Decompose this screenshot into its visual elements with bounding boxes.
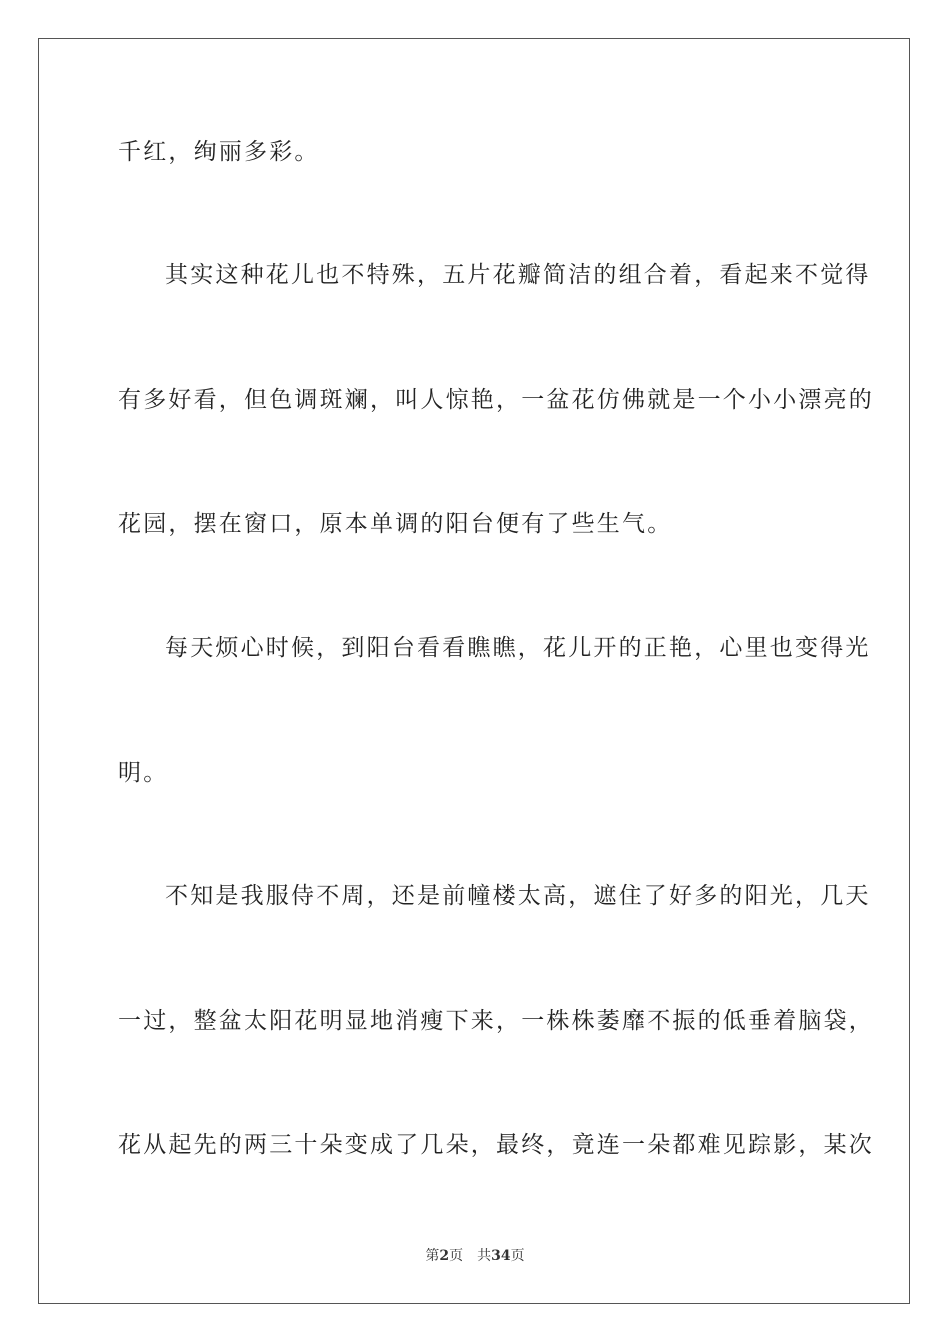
footer-total-suffix: 页 <box>510 1248 525 1264</box>
footer-page-suffix: 页 <box>449 1248 464 1264</box>
text-line-2: 其实这种花儿也不特殊，五片花瓣简洁的组合着，看起来不觉得 <box>165 262 871 288</box>
text-line-4: 花园，摆在窗口，原本单调的阳台便有了些生气。 <box>118 511 673 537</box>
footer-page-prefix: 第 <box>425 1248 440 1264</box>
footer-total-prefix: 共 <box>477 1248 492 1264</box>
page-footer <box>0 1245 950 1265</box>
text-line-5: 每天烦心时候，到阳台看看瞧瞧，花儿开的正艳，心里也变得光 <box>165 635 871 661</box>
page-border <box>38 38 910 1304</box>
footer-page-number: 2 <box>439 1248 450 1264</box>
text-line-8: 一过，整盆太阳花明显地消瘦下来，一株株萎靡不振的低垂着脑袋， <box>118 1008 874 1034</box>
text-line-9: 花从起先的两三十朵变成了几朵，最终，竟连一朵都难见踪影，某次 <box>118 1132 874 1158</box>
text-line-6: 明。 <box>118 760 169 786</box>
text-line-7: 不知是我服侍不周，还是前幢楼太高，遮住了好多的阳光，几天 <box>165 883 871 909</box>
footer-total-pages: 34 <box>491 1248 511 1264</box>
text-line-1: 千红，绚丽多彩。 <box>118 139 320 165</box>
text-line-3: 有多好看，但色调斑斓，叫人惊艳，一盆花仿佛就是一个小小漂亮的 <box>118 387 874 413</box>
